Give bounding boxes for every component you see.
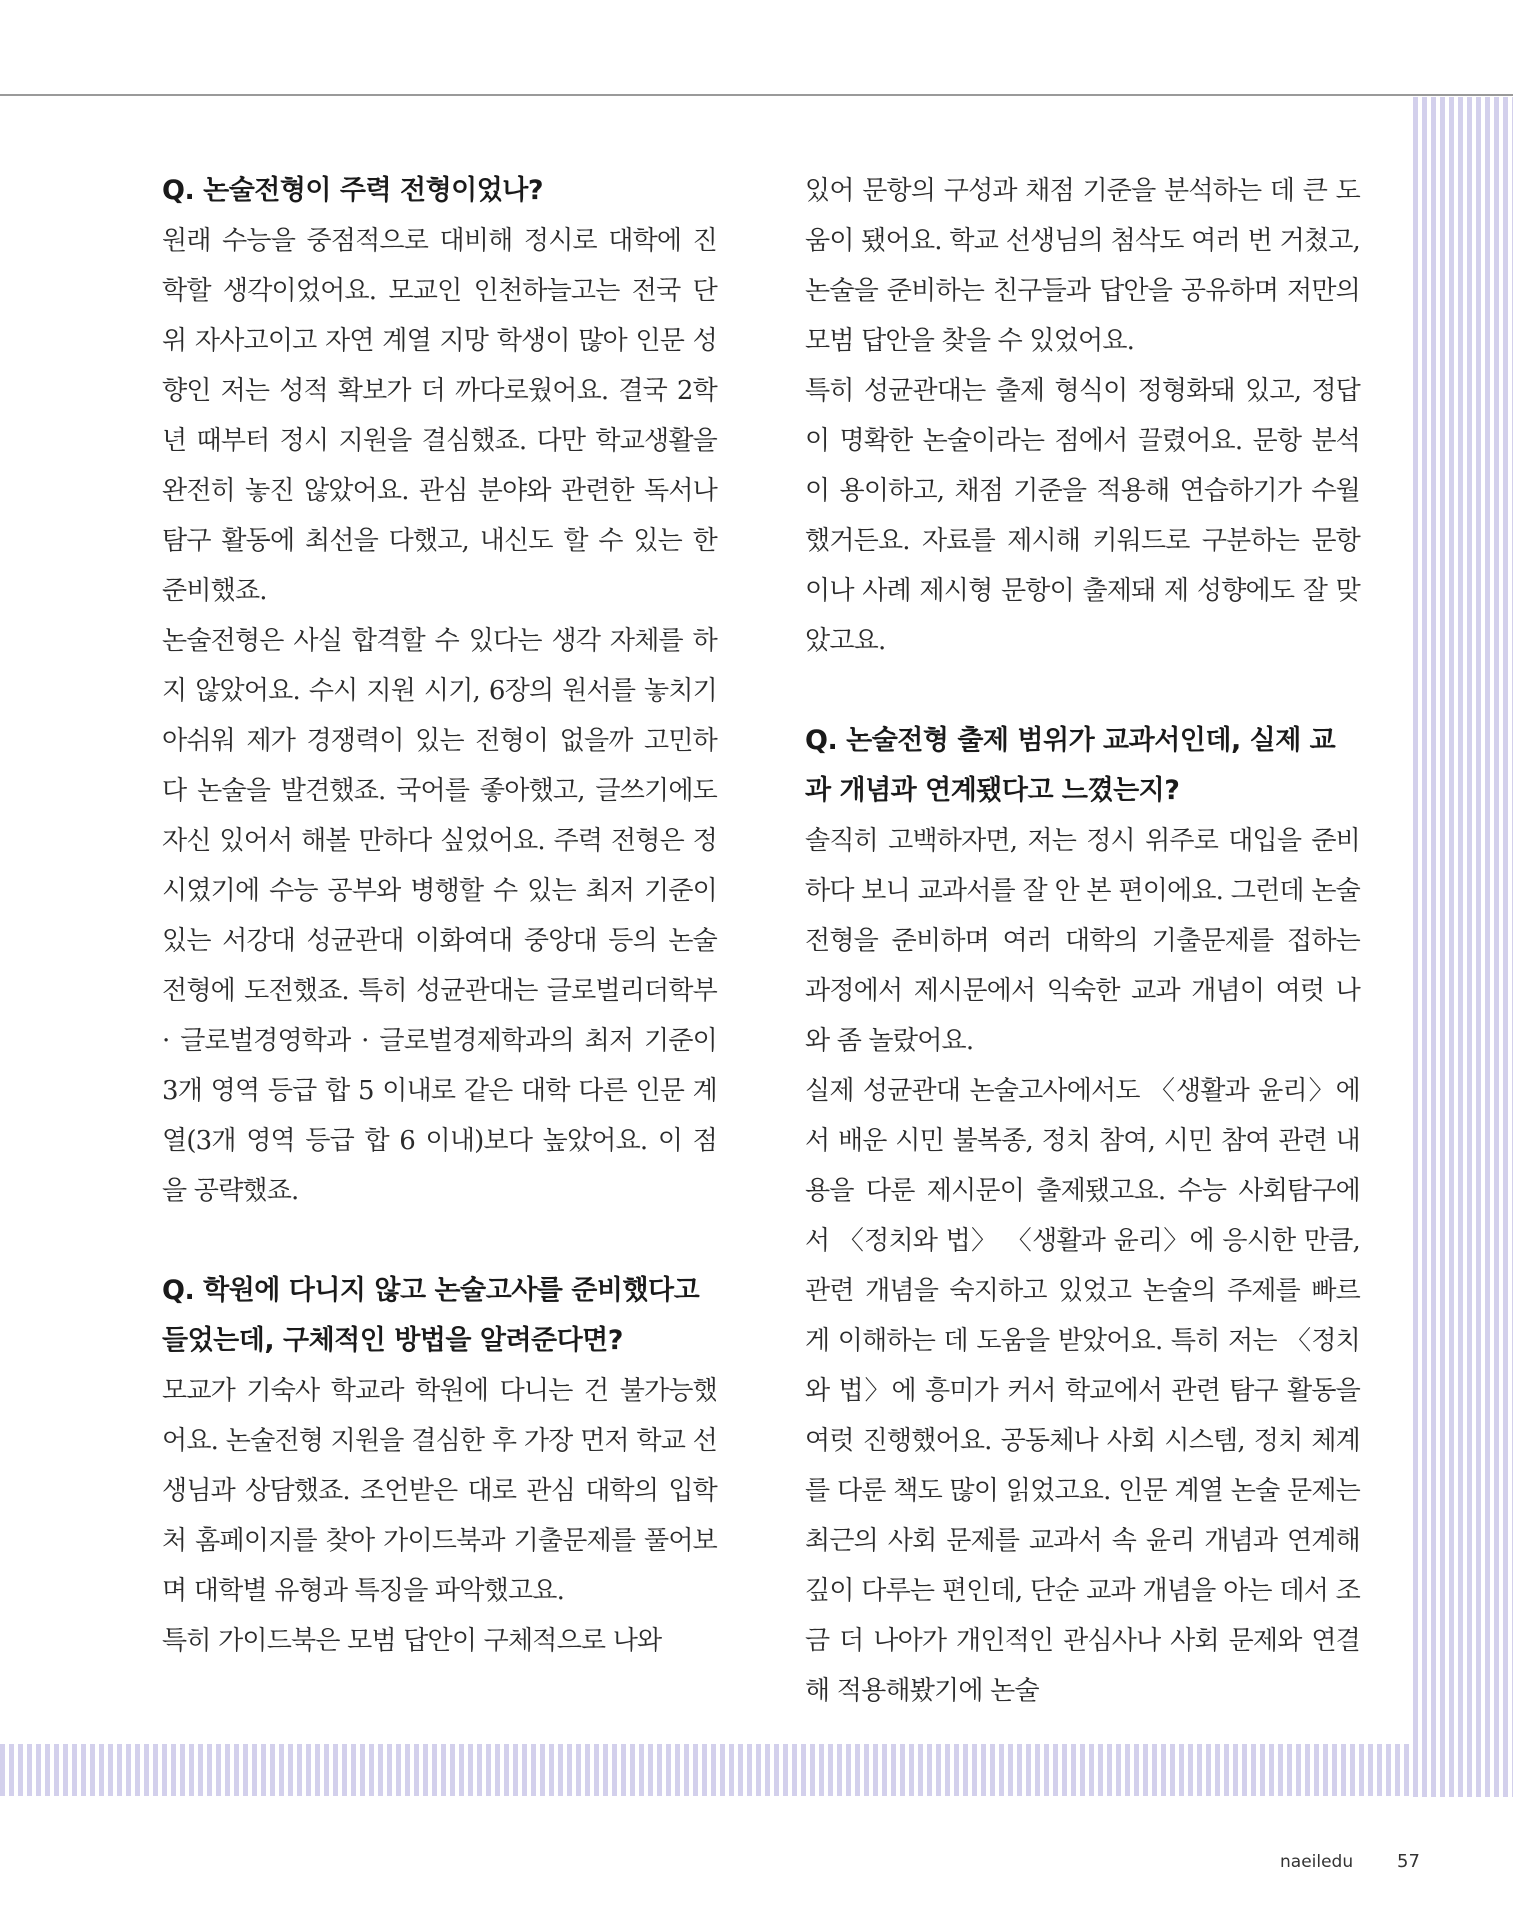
answer-paragraph: 원래 수능을 중점적으로 대비해 정시로 대학에 진학할 생각이었어요. 모교인 인천하늘고는 전국 단위 자사고이고 자연 계열 지망 학생이 많아 인문 성향인 저는 성적 확보가 더 까다로웠어요. 결국 2학년 때부터 정시 지원을 결심했죠. 다만 학교생활을 완전히 놓진 않았어요. 관심 분야와 관련한 독서나 탐구 활동에 최선을 다했고, 내신도 할 수 있는 한 준비했죠. [162,226,717,606]
decorative-stripe-bottom [0,1744,1513,1796]
answer-paragraph: 있어 문항의 구성과 채점 기준을 분석하는 데 큰 도움이 됐어요. 학교 선생님의 첨삭도 여러 번 거쳤고, 논술을 준비하는 친구들과 답안을 공유하며 저만의 모범 답안을 찾을 수 있었어요. [805,176,1360,356]
left-column [162,166,717,1666]
question-heading: Q. 학원에 다니지 않고 논술고사를 준비했다고 들었는데, 구체적인 방법을 알려준다면? [162,1275,700,1356]
top-rule [0,94,1513,96]
question-heading: Q. 논술전형 출제 범위가 교과서인데, 실제 교과 개념과 연계됐다고 느꼈는지? [805,725,1336,806]
answer-paragraph: 실제 성균관대 논술고사에서도 〈생활과 윤리〉에서 배운 시민 불복종, 정치 참여, 시민 참여 관련 내용을 다룬 제시문이 출제됐고요. 수능 사회탐구에서 〈정치와 법〉 〈생활과 윤리〉에 응시한 만큼, 관련 개념을 숙지하고 있었고 논술의 주제를 빠르게 이해하는 데 도움을 받았어요. 특히 저는 〈정치와 법〉에 흥미가 커서 학교에서 관련 탐구 활동을 여럿 진행했어요. 공동체나 사회 시스템, 정치 체계를 다룬 책도 많이 읽었고요. 인문 계열 논술 문제는 최근의 사회 문제를 교과서 속 윤리 개념과 연계해 깊이 다루는 편인데, 단순 교과 개념을 아는 데서 조금 더 나아가 개인적인 관심사나 사회 문제와 연결해 적용해봤기에 논술 [805,1076,1360,1706]
answer-paragraph: 특히 성균관대는 출제 형식이 정형화돼 있고, 정답이 명확한 논술이라는 점에서 끌렸어요. 문항 분석이 용이하고, 채점 기준을 적용해 연습하기가 수월했거든요. 자료를 제시해 키워드로 구분하는 문항이나 사례 제시형 문항이 출제돼 제 성향에도 잘 맞았고요. [805,376,1360,656]
right-column [805,166,1360,1716]
question-heading: Q. 논술전형이 주력 전형이었나? [162,175,544,206]
answer-paragraph: 솔직히 고백하자면, 저는 정시 위주로 대입을 준비하다 보니 교과서를 잘 안 본 편이에요. 그런데 논술전형을 준비하며 여러 대학의 기출문제를 접하는 과정에서 제시문에서 익숙한 교과 개념이 여럿 나와 좀 놀랐어요. [805,826,1360,1056]
decorative-stripe-right [1413,97,1513,1797]
page-number: 57 [1397,1851,1420,1872]
footer-brand: naeiledu [1280,1852,1354,1872]
answer-paragraph: 특히 가이드북은 모범 답안이 구체적으로 나와 [162,1626,662,1656]
answer-paragraph: 모교가 기숙사 학교라 학원에 다니는 건 불가능했어요. 논술전형 지원을 결심한 후 가장 먼저 학교 선생님과 상담했죠. 조언받은 대로 관심 대학의 입학처 홈페이지를 찾아 가이드북과 기출문제를 풀어보며 대학별 유형과 특징을 파악했고요. [162,1376,717,1606]
answer-paragraph: 논술전형은 사실 합격할 수 있다는 생각 자체를 하지 않았어요. 수시 지원 시기, 6장의 원서를 놓치기 아쉬워 제가 경쟁력이 있는 전형이 없을까 고민하다 논술을 발견했죠. 국어를 좋아했고, 글쓰기에도 자신 있어서 해볼 만하다 싶었어요. 주력 전형은 정시였기에 수능 공부와 병행할 수 있는 최저 기준이 있는 서강대 성균관대 이화여대 중앙대 등의 논술전형에 도전했죠. 특히 성균관대는 글로벌리더학부 · 글로벌경영학과 · 글로벌경제학과의 최저 기준이 3개 영역 등급 합 5 이내로 같은 대학 다른 인문 계열(3개 영역 등급 합 6 이내)보다 높았어요. 이 점을 공략했죠. [162,626,717,1206]
